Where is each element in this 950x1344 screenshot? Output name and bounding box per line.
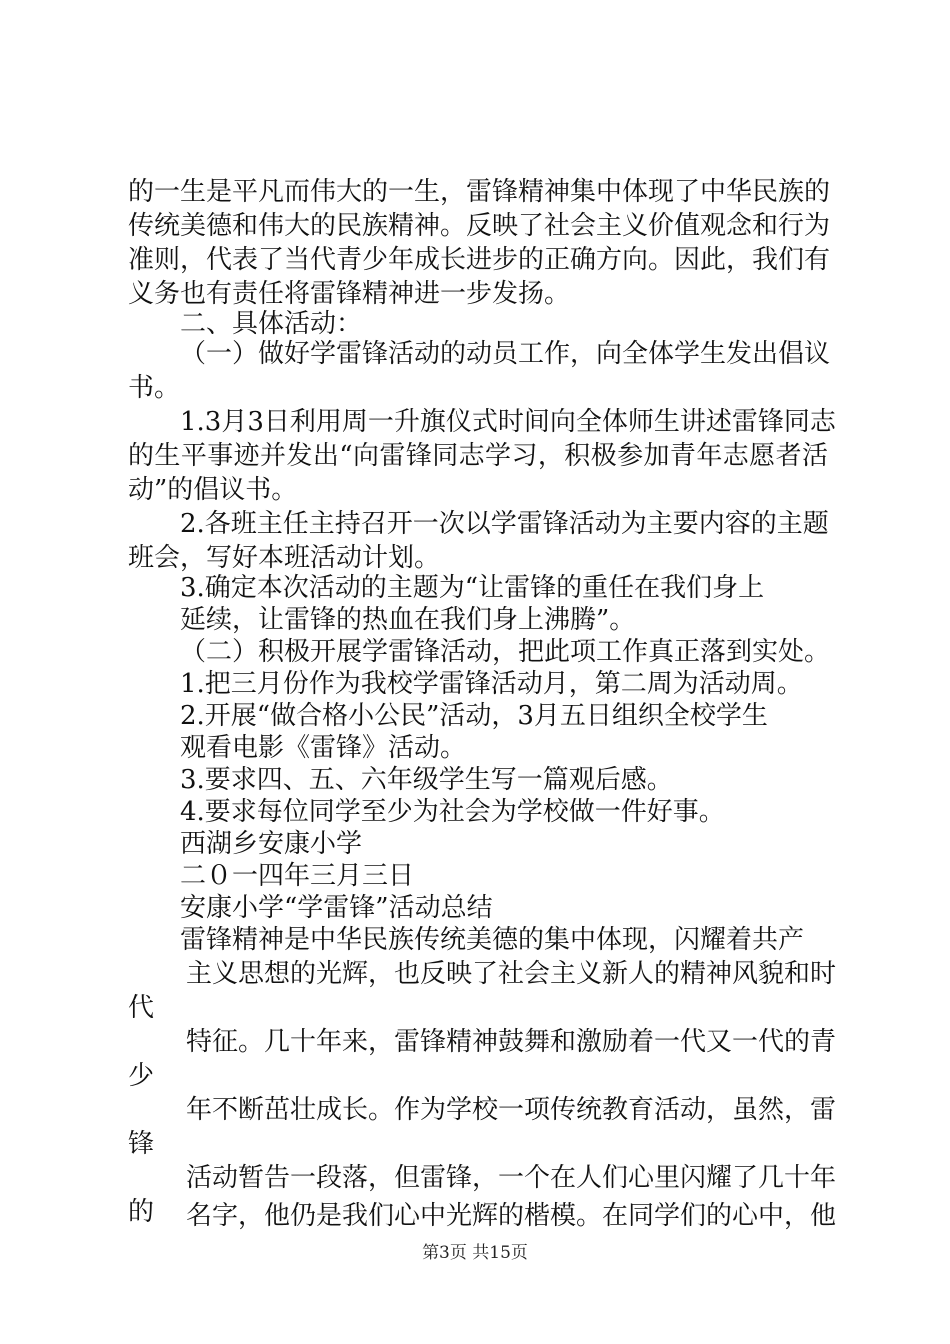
page-number-footer: 第3页 共15页	[422, 1243, 528, 1263]
body-line: 传统美德和伟大的民族精神。反映了社会主义价值观念和行为	[128, 211, 831, 241]
subsection-heading: （二）积极开展学雷锋活动，把此项工作真正落到实处。	[180, 637, 831, 667]
body-line: 的一生是平凡而伟大的一生，雷锋精神集中体现了中华民族的	[128, 177, 831, 207]
body-line: 的生平事迹并发出“向雷锋同志学习，积极参加青年志愿者活	[128, 441, 828, 471]
summary-title: 安康小学“学雷锋”活动总结	[180, 893, 493, 923]
body-line: 观看电影《雷锋》活动。	[180, 733, 467, 763]
body-line: 3.确定本次活动的主题为“让雷锋的重任在我们身上	[180, 573, 765, 603]
body-line: 2.开展“做合格小公民”活动，3月五日组织全校学生	[180, 701, 768, 731]
signature-date: 二０一四年三月三日	[180, 861, 415, 891]
body-line: 主义思想的光辉，也反映了社会主义新人的精神风貌和时	[186, 959, 837, 989]
body-line: 特征。几十年来，雷锋精神鼓舞和激励着一代又一代的青	[186, 1027, 837, 1057]
body-line: 锋	[128, 1129, 155, 1159]
body-line: 3.要求四、五、六年级学生写一篇观后感。	[180, 765, 673, 795]
body-line: 班会，写好本班活动计划。	[128, 543, 441, 573]
body-line: 少	[128, 1061, 155, 1091]
body-line: 书。	[128, 373, 181, 403]
subsection-heading: （一）做好学雷锋活动的动员工作，向全体学生发出倡议	[180, 339, 831, 369]
body-line: 1.把三月份作为我校学雷锋活动月，第二周为活动周。	[180, 669, 803, 699]
body-line: 延续，让雷锋的热血在我们身上沸腾”。	[180, 605, 636, 635]
body-line: 4.要求每位同学至少为社会为学校做一件好事。	[180, 797, 725, 827]
body-line: 1.3月3日利用周一升旗仪式时间向全体师生讲述雷锋同志	[180, 407, 836, 437]
section-heading: 二、具体活动：	[180, 309, 363, 339]
body-line: 2.各班主任主持召开一次以学雷锋活动为主要内容的主题	[180, 509, 829, 539]
body-line: 年不断茁壮成长。作为学校一项传统教育活动，虽然，雷	[186, 1095, 837, 1125]
body-line: 名字，他仍是我们心中光辉的楷模。在同学们的心中，他	[186, 1201, 837, 1231]
body-line: 的	[128, 1197, 155, 1227]
body-line: 准则，代表了当代青少年成长进步的正确方向。因此，我们有	[128, 245, 831, 275]
body-line: 活动暂告一段落，但雷锋，一个在人们心里闪耀了几十年	[186, 1163, 837, 1193]
body-line: 雷锋精神是中华民族传统美德的集中体现，闪耀着共产	[180, 925, 805, 955]
signature-school: 西湖乡安康小学	[180, 829, 363, 859]
body-line: 代	[128, 993, 155, 1023]
body-line: 动”的倡议书。	[128, 475, 298, 505]
body-line: 义务也有责任将雷锋精神进一步发扬。	[128, 279, 571, 309]
